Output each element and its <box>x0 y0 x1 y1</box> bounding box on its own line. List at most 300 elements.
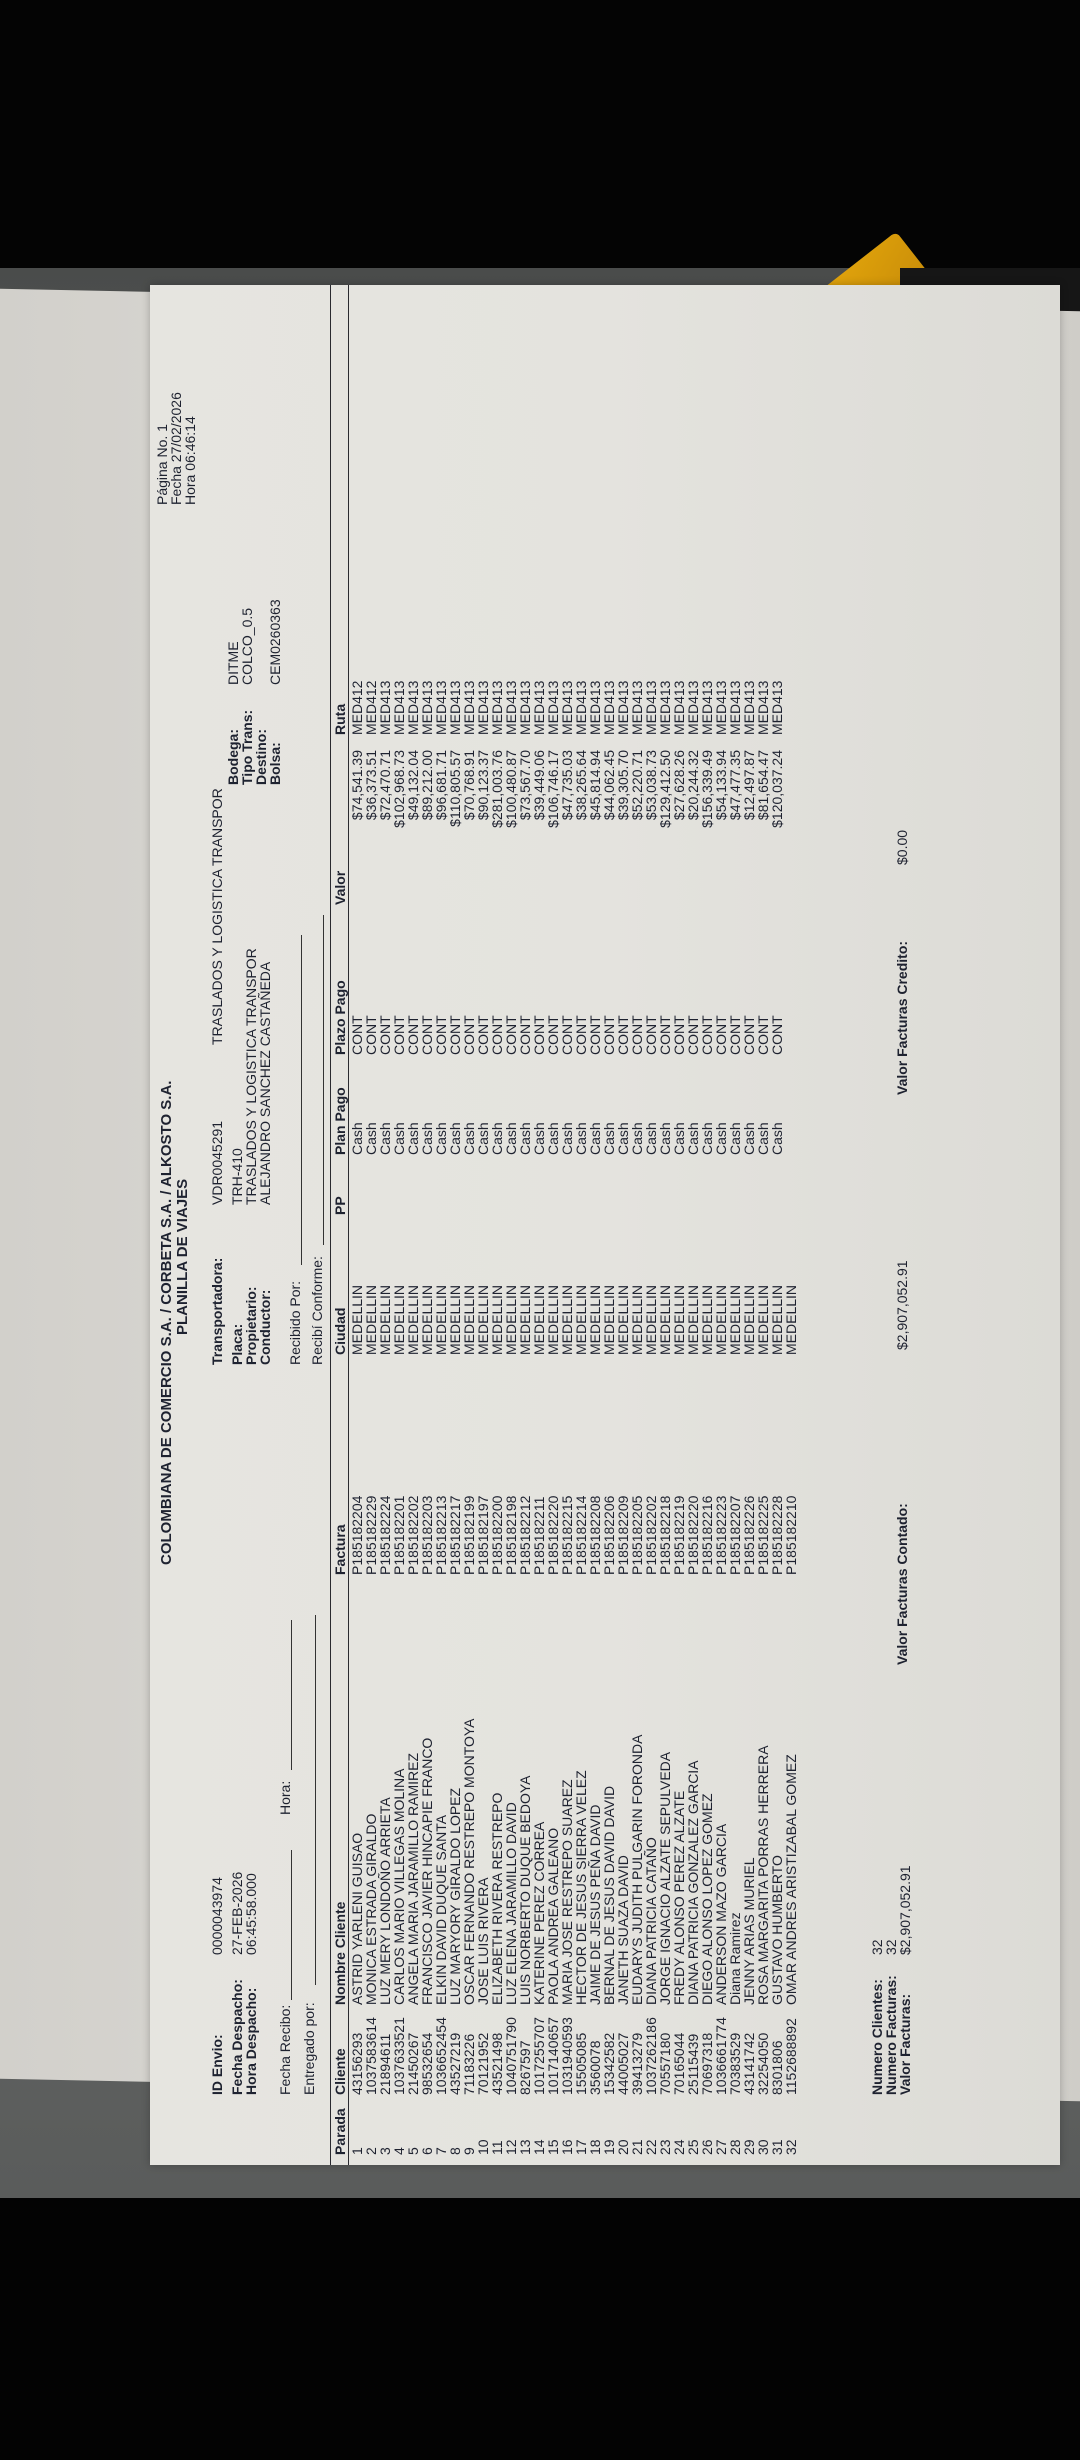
cell-plan-pago: Cash <box>699 1122 715 1155</box>
bolsa-label: Bolsa: <box>267 742 283 785</box>
cell-plazo-pago: CONT <box>349 1015 365 1055</box>
valor-facturas-label: Valor Facturas: <box>897 1993 913 2095</box>
document-title: PLANILLA DE VIAJES <box>174 1178 191 1335</box>
cell-nombre-cliente: LUIS NORBERTO DUQUE BEDOYA <box>517 1775 533 2005</box>
cell-nombre-cliente: ELIZABETH RIVERA RESTREPO <box>489 1792 505 2005</box>
column-header-pp: PP <box>332 1196 348 1215</box>
valor-facturas-value: $2,907,052.91 <box>897 1865 913 1955</box>
fecha-recibo-line <box>291 1850 292 2000</box>
fecha-recibo-label: Fecha Recibo: <box>277 2004 293 2095</box>
cell-ciudad: MEDELLIN <box>741 1284 757 1355</box>
cell-pp <box>714 1165 728 1215</box>
cell-plan-pago: Cash <box>573 1122 589 1155</box>
cell-cliente: 70383529 <box>727 2032 743 2095</box>
cell-factura: P185182202 <box>405 1495 421 1575</box>
bolsa-value: CEM0260363 <box>267 599 283 685</box>
cell-parada: 18 <box>587 2139 603 2155</box>
cell-parada: 17 <box>573 2139 589 2155</box>
cell-factura: P185182218 <box>657 1495 673 1575</box>
print-date: Fecha 27/02/2026 <box>168 392 184 505</box>
cell-ciudad: MEDELLIN <box>377 1284 393 1355</box>
cell-plan-pago: Cash <box>727 1122 743 1155</box>
cell-ruta: MED413 <box>475 680 491 735</box>
cell-plazo-pago: CONT <box>643 1015 659 1055</box>
cell-nombre-cliente: JANETH SUAZA DAVID <box>615 1855 631 2005</box>
column-header-valor: Valor <box>332 870 348 905</box>
cell-ciudad: MEDELLIN <box>671 1284 687 1355</box>
column-nombre-cliente <box>350 1585 798 2005</box>
cell-plazo-pago: CONT <box>629 1015 645 1055</box>
cell-cliente: 25115439 <box>685 2033 701 2095</box>
cell-plazo-pago: CONT <box>699 1015 715 1055</box>
cell-parada: 3 <box>377 2147 393 2155</box>
cell-nombre-cliente: MARIA JOSE RESTREPO SUAREZ <box>559 1779 575 2005</box>
cell-cliente: 44005027 <box>615 2032 631 2095</box>
cell-ciudad: MEDELLIN <box>727 1284 743 1355</box>
cell-cliente: 43527219 <box>447 2032 463 2095</box>
cell-ciudad: MEDELLIN <box>769 1284 785 1355</box>
cell-factura: P185182223 <box>713 1495 729 1575</box>
column-header-ruta: Ruta <box>332 703 348 735</box>
cell-nombre-cliente: JENNY ARIAS MURIEL <box>741 1857 757 2005</box>
cell-plazo-pago: CONT <box>517 1015 533 1055</box>
cell-factura: P185182210 <box>783 1495 799 1575</box>
cell-factura: P185182201 <box>391 1495 407 1575</box>
cell-valor: $100,480.87 <box>503 750 519 828</box>
cell-plan-pago: Cash <box>405 1122 421 1155</box>
cell-plazo-pago: CONT <box>489 1015 505 1055</box>
cell-plan-pago: Cash <box>503 1122 519 1155</box>
cell-plazo-pago: CONT <box>391 1015 407 1055</box>
cell-cliente: 98532654 <box>419 2032 435 2095</box>
cell-ruta: MED413 <box>503 680 519 735</box>
cell-ruta: MED413 <box>643 680 659 735</box>
cell-factura: P185182226 <box>741 1495 757 1575</box>
cell-plan-pago: Cash <box>391 1122 407 1155</box>
bodega-label: Bodega: <box>225 729 241 785</box>
cell-factura: P185182214 <box>573 1495 589 1575</box>
cell-cliente: 15505085 <box>573 2032 589 2095</box>
cell-parada: 27 <box>713 2139 729 2155</box>
cell-ciudad: MEDELLIN <box>419 1284 435 1355</box>
cell-valor: $39,449.06 <box>531 750 547 821</box>
cell-parada: 13 <box>517 2139 533 2155</box>
cell-parada: 15 <box>545 2139 561 2155</box>
cell-valor: $102,968.73 <box>391 750 407 828</box>
cell-pp <box>532 1165 546 1215</box>
cell-factura: P185182212 <box>517 1495 533 1575</box>
cell-ruta: MED413 <box>489 680 505 735</box>
cell-factura: P185182216 <box>699 1495 715 1575</box>
cell-cliente: 70557180 <box>657 2032 673 2095</box>
cell-ruta: MED413 <box>461 680 477 735</box>
cell-nombre-cliente: ANGELA MARIA JARAMILLO RAMIREZ <box>405 1752 421 2005</box>
cell-factura: P185182225 <box>755 1495 771 1575</box>
cell-ruta: MED413 <box>405 680 421 735</box>
cell-parada: 12 <box>503 2139 519 2155</box>
cell-plan-pago <box>784 1060 798 1155</box>
cell-cliente: 1152688892 <box>783 2018 799 2095</box>
cell-nombre-cliente: HECTOR DE JESUS SIERRA VELEZ <box>573 1770 589 2005</box>
cell-parada: 7 <box>433 2147 449 2155</box>
cell-nombre-cliente: ROSA MARGARITA PORRAS HERRERA <box>755 1745 771 2005</box>
cell-pp <box>476 1165 490 1215</box>
cell-cliente: 21450267 <box>405 2032 421 2095</box>
cell-valor: $36,373.51 <box>363 750 379 821</box>
cell-ruta: MED413 <box>531 680 547 735</box>
column-ruta <box>350 665 798 735</box>
cell-valor: $47,477.35 <box>727 750 743 821</box>
cell-pp <box>364 1165 378 1215</box>
cell-plan-pago: Cash <box>475 1122 491 1155</box>
cell-parada: 28 <box>727 2139 743 2155</box>
fecha-despacho-value: 27-FEB-2026 <box>229 1871 245 1955</box>
cell-valor: $52,220.71 <box>629 750 645 821</box>
cell-nombre-cliente: OSCAR FERNANDO RESTREPO MONTOYA <box>461 1718 477 2005</box>
cell-ciudad: MEDELLIN <box>783 1284 799 1355</box>
propietario-value: TRASLADOS Y LOGISTICA TRANSPOR <box>243 948 259 1205</box>
cell-factura: P185182205 <box>629 1495 645 1575</box>
cell-cliente: 8301806 <box>769 2040 785 2095</box>
cell-nombre-cliente: DIEGO ALONSO LOPEZ GOMEZ <box>699 1793 715 2005</box>
cell-nombre-cliente: LUZ MERY LONDOÑO ARRIETA <box>377 1797 393 2005</box>
cell-plazo-pago: CONT <box>741 1015 757 1055</box>
cell-plazo-pago: CONT <box>377 1015 393 1055</box>
cell-parada: 26 <box>699 2139 715 2155</box>
column-pp <box>350 1165 798 1215</box>
cell-plan-pago: Cash <box>489 1122 505 1155</box>
cell-valor: $54,133.94 <box>713 750 729 821</box>
cell-pp <box>616 1165 630 1215</box>
photo-background-top <box>0 0 1080 268</box>
conductor-label: Conductor: <box>257 1289 273 1365</box>
cell-cliente: 43521498 <box>489 2032 505 2095</box>
cell-ruta: MED413 <box>657 680 673 735</box>
hora-label: Hora: <box>277 1780 293 1815</box>
cell-ruta: MED412 <box>363 680 379 735</box>
cell-ruta: MED413 <box>573 680 589 735</box>
cell-plan-pago: Cash <box>531 1122 547 1155</box>
column-header-plazo-pago: Plazo Pago <box>332 980 348 1055</box>
company-title: COLOMBIANA DE COMERCIO S.A. / CORBETA S.A. / ALKOSTO S.A. <box>158 1080 175 1565</box>
cell-valor: $45,814.94 <box>587 750 603 821</box>
cell-parada: 16 <box>559 2139 575 2155</box>
cell-ciudad: MEDELLIN <box>363 1284 379 1355</box>
cell-parada: 19 <box>601 2139 617 2155</box>
cell-pp <box>602 1165 616 1215</box>
cell-valor: $72,470.71 <box>377 750 393 821</box>
cell-factura: P185182220 <box>685 1495 701 1575</box>
transportadora-label: Transportadora: <box>209 1257 225 1365</box>
cell-nombre-cliente: EUDARYS JUDITH PULGARIN FORONDA <box>629 1734 645 2005</box>
cell-plan-pago: Cash <box>349 1122 365 1155</box>
cell-valor: $156,339.49 <box>699 750 715 828</box>
cell-cliente: 43156293 <box>349 2032 365 2095</box>
cell-plan-pago: Cash <box>517 1122 533 1155</box>
cell-parada: 24 <box>671 2139 687 2155</box>
cell-valor: $70,768.91 <box>461 750 477 821</box>
cell-plazo-pago: CONT <box>727 1015 743 1055</box>
cell-pp <box>672 1165 686 1215</box>
cell-pp <box>574 1165 588 1215</box>
recibi-conforme-label: Recibí Conforme: <box>309 1256 325 1365</box>
cell-nombre-cliente: GUSTAVO HUMBERTO <box>769 1855 785 2005</box>
column-plazo-pago <box>350 915 798 1055</box>
cell-ciudad: MEDELLIN <box>349 1284 365 1355</box>
cell-cliente: 1031940593 <box>559 2017 575 2095</box>
cell-plan-pago: Cash <box>419 1122 435 1155</box>
cell-pp <box>546 1165 560 1215</box>
cell-parada: 11 <box>489 2140 505 2155</box>
cell-cliente: 1037262186 <box>643 2017 659 2095</box>
placa-value: TRH-410 <box>229 1148 245 1205</box>
cell-plazo-pago: CONT <box>363 1015 379 1055</box>
cell-parada: 25 <box>685 2139 701 2155</box>
cell-ruta: MED413 <box>769 680 785 735</box>
cell-ciudad: MEDELLIN <box>405 1284 421 1355</box>
cell-pp <box>658 1165 672 1215</box>
cell-parada: 10 <box>475 2139 491 2155</box>
conductor-value: ALEJANDRO SANCHEZ CASTAÑEDA <box>257 961 273 1205</box>
cell-parada: 29 <box>741 2139 757 2155</box>
cell-valor: $90,123.37 <box>475 750 491 821</box>
header-rule-top <box>330 285 331 2165</box>
cell-ruta: MED413 <box>713 680 729 735</box>
entregado-por-label: Entregado por: <box>301 2002 317 2095</box>
cell-pp <box>420 1165 434 1215</box>
cell-plan-pago: Cash <box>545 1122 561 1155</box>
cell-pp <box>770 1165 784 1215</box>
cell-pp <box>378 1165 392 1215</box>
cell-ciudad: MEDELLIN <box>657 1284 673 1355</box>
cell-ruta: MED413 <box>685 680 701 735</box>
cell-factura: P185182208 <box>587 1495 603 1575</box>
numero-clientes-label: Numero Clientes: <box>869 1979 885 2095</box>
column-cliente <box>350 2005 798 2095</box>
column-plan-pago <box>350 1060 798 1155</box>
column-valor <box>350 750 798 905</box>
cell-valor: $96,681.71 <box>433 750 449 821</box>
cell-ruta: MED413 <box>755 680 771 735</box>
cell-cliente: 70697318 <box>699 2032 715 2095</box>
cell-pp <box>588 1165 602 1215</box>
cell-valor: $110,805.57 <box>447 750 463 827</box>
cell-valor: $49,132.04 <box>405 750 421 821</box>
valor-credito-label: Valor Facturas Credito: <box>894 940 910 1095</box>
cell-factura: P185182224 <box>377 1495 393 1575</box>
valor-credito-value: $0.00 <box>894 829 910 865</box>
cell-ruta: MED413 <box>671 680 687 735</box>
cell-ruta: MED413 <box>447 680 463 735</box>
cell-ruta: MED413 <box>391 680 407 735</box>
cell-factura: P185182202 <box>643 1495 659 1575</box>
cell-nombre-cliente: OMAR ANDRES ARISTIZABAL GOMEZ <box>783 1754 799 2005</box>
cell-nombre-cliente: CARLOS MARIO VILLEGAS MOLINA <box>391 1768 407 2005</box>
cell-ciudad: MEDELLIN <box>573 1284 589 1355</box>
hora-despacho-label: Hora Despacho: <box>243 1987 259 2095</box>
cell-plazo-pago: CONT <box>713 1015 729 1055</box>
cell-nombre-cliente: ELKIN DAVID DUQUE SANTA <box>433 1814 449 2005</box>
cell-plan-pago: Cash <box>643 1122 659 1155</box>
cell-factura: P185182203 <box>419 1495 435 1575</box>
cell-plazo-pago <box>784 915 798 1055</box>
cell-nombre-cliente: ASTRID YARLENI GUISAO <box>349 1832 365 2005</box>
cell-plazo-pago: CONT <box>657 1015 673 1055</box>
cell-ruta: MED413 <box>601 680 617 735</box>
cell-ciudad: MEDELLIN <box>643 1284 659 1355</box>
cell-cliente: 1017140657 <box>545 2017 561 2095</box>
column-parada <box>350 2105 798 2155</box>
recibido-por-line <box>301 935 302 1265</box>
cell-valor <box>784 750 798 905</box>
cell-plazo-pago: CONT <box>685 1015 701 1055</box>
cell-ciudad: MEDELLIN <box>545 1284 561 1355</box>
cell-parada: 31 <box>769 2139 785 2155</box>
cell-ciudad: MEDELLIN <box>461 1284 477 1355</box>
cell-plan-pago: Cash <box>713 1122 729 1155</box>
cell-pp <box>784 1165 798 1215</box>
cell-cliente: 3560078 <box>587 2040 603 2095</box>
cell-nombre-cliente: LUZ ELENA JARAMILLO DAVID <box>503 1802 519 2005</box>
print-time: Hora 06:46:14 <box>182 416 198 505</box>
cell-cliente: 15342582 <box>601 2032 617 2095</box>
numero-clientes-value: 32 <box>869 1939 885 1955</box>
cell-plan-pago: Cash <box>447 1122 463 1155</box>
cell-pp <box>742 1165 756 1215</box>
cell-pp <box>434 1165 448 1215</box>
cell-nombre-cliente: FRANCISCO JAVIER HINCAPIE FRANCO <box>419 1737 435 2005</box>
cell-ciudad: MEDELLIN <box>559 1284 575 1355</box>
cell-plan-pago: Cash <box>741 1122 757 1155</box>
fecha-despacho-label: Fecha Despacho: <box>229 1979 245 2095</box>
cell-nombre-cliente: BERNAL DE JESUS DAVID DAVID <box>601 1785 617 2005</box>
column-ciudad <box>350 1225 798 1355</box>
entregado-por-line <box>315 1615 316 1985</box>
cell-pp <box>504 1165 518 1215</box>
cell-nombre-cliente: PAOLA ANDREA GALEANO <box>545 1827 561 2005</box>
cell-ruta: MED413 <box>699 680 715 735</box>
cell-factura: P185182206 <box>601 1495 617 1575</box>
cell-parada: 6 <box>419 2147 435 2155</box>
cell-plan-pago: Cash <box>615 1122 631 1155</box>
cell-nombre-cliente: KATERINE PEREZ CORREA <box>531 1821 547 2005</box>
cell-plazo-pago: CONT <box>615 1015 631 1055</box>
valor-contado-label: Valor Facturas Contado: <box>894 1503 910 1665</box>
cell-plazo-pago: CONT <box>755 1015 771 1055</box>
cell-ciudad: MEDELLIN <box>531 1284 547 1355</box>
column-header-nombre-cliente: Nombre Cliente <box>332 1901 348 2005</box>
document-page <box>150 285 1060 2165</box>
tipo-trans-label: Tipo Trans: <box>239 709 255 785</box>
cell-pp <box>406 1165 420 1215</box>
cell-valor: $47,735.03 <box>559 750 575 821</box>
cell-factura: P185182228 <box>769 1495 785 1575</box>
cell-plan-pago: Cash <box>629 1122 645 1155</box>
cell-ruta: MED413 <box>517 680 533 735</box>
transportadora-code: VDR0045291 <box>209 1120 225 1205</box>
cell-ruta: MED413 <box>433 680 449 735</box>
cell-cliente: 1037583614 <box>363 2017 379 2095</box>
cell-parada: 32 <box>783 2139 799 2155</box>
cell-parada: 1 <box>349 2147 365 2155</box>
cell-plan-pago: Cash <box>685 1122 701 1155</box>
cell-factura: P185182211 <box>531 1496 547 1575</box>
column-header-cliente: Cliente <box>332 2048 348 2095</box>
cell-valor: $120,037.24 <box>769 750 785 828</box>
cell-ruta: MED413 <box>545 680 561 735</box>
cell-nombre-cliente: MONICA ESTRADA GIRALDO <box>363 1813 379 2005</box>
cell-plan-pago: Cash <box>601 1122 617 1155</box>
cell-pp <box>560 1165 574 1215</box>
cell-plazo-pago: CONT <box>405 1015 421 1055</box>
cell-pp <box>462 1165 476 1215</box>
cell-cliente: 71183226 <box>461 2033 477 2095</box>
cell-ruta: MED413 <box>419 680 435 735</box>
cell-factura: P185182220 <box>545 1495 561 1575</box>
cell-nombre-cliente: FREDY ALONSO PEREZ ALZATE <box>671 1790 687 2005</box>
cell-plazo-pago: CONT <box>447 1015 463 1055</box>
cell-plan-pago: Cash <box>587 1122 603 1155</box>
cell-cliente: 1040751790 <box>503 2017 519 2095</box>
cell-parada: 2 <box>363 2147 379 2155</box>
cell-factura: P185182198 <box>503 1495 519 1575</box>
cell-valor: $73,567.70 <box>517 750 533 821</box>
cell-parada: 30 <box>755 2139 771 2155</box>
cell-plan-pago: Cash <box>769 1122 785 1155</box>
column-header-plan-pago: Plan Pago <box>332 1087 348 1155</box>
cell-ciudad: MEDELLIN <box>699 1284 715 1355</box>
destino-label: Destino: <box>253 729 269 785</box>
cell-ruta <box>784 665 798 735</box>
cell-plan-pago: Cash <box>755 1122 771 1155</box>
cell-factura: P185182207 <box>727 1495 743 1575</box>
cell-factura: P185182197 <box>475 1495 491 1575</box>
tipo-trans-value: COLCO_0.5 <box>239 607 255 685</box>
cell-pp <box>518 1165 532 1215</box>
cell-ciudad: MEDELLIN <box>517 1284 533 1355</box>
cell-cliente: 1036661774 <box>713 2017 729 2095</box>
envio-id-value: 0000043974 <box>209 1877 225 1955</box>
cell-factura: P185182217 <box>447 1495 463 1575</box>
cell-plan-pago: Cash <box>377 1122 393 1155</box>
cell-ruta: MED413 <box>377 680 393 735</box>
cell-nombre-cliente: DIANA PATRICIA CATAÑO <box>643 1837 659 2005</box>
hora-line <box>291 1620 292 1770</box>
cell-pp <box>728 1165 742 1215</box>
cell-parada: 22 <box>643 2139 659 2155</box>
column-header-ciudad: Ciudad <box>332 1307 348 1355</box>
cell-plazo-pago: CONT <box>769 1015 785 1055</box>
cell-ciudad: MEDELLIN <box>489 1284 505 1355</box>
cell-plazo-pago: CONT <box>461 1015 477 1055</box>
cell-valor: $106,746.17 <box>545 750 561 828</box>
numero-facturas-value: 32 <box>883 1939 899 1955</box>
cell-factura: P185182219 <box>671 1495 687 1575</box>
recibido-por-label: Recibido Por: <box>287 1280 303 1365</box>
transportadora-name: TRASLADOS Y LOGISTICA TRANSPOR <box>209 788 225 1045</box>
cell-parada: 21 <box>629 2139 645 2155</box>
cell-valor: $27,628.26 <box>671 750 687 821</box>
cell-ruta: MED413 <box>615 680 631 735</box>
cell-cliente: 70165044 <box>671 2032 687 2095</box>
cell-parada: 9 <box>461 2147 477 2155</box>
cell-cliente: 70121952 <box>475 2032 491 2095</box>
cell-plazo-pago: CONT <box>601 1015 617 1055</box>
cell-plan-pago: Cash <box>461 1122 477 1155</box>
cell-factura: P185182204 <box>349 1495 365 1575</box>
cell-pp <box>630 1165 644 1215</box>
propietario-label: Propietario: <box>243 1286 259 1365</box>
